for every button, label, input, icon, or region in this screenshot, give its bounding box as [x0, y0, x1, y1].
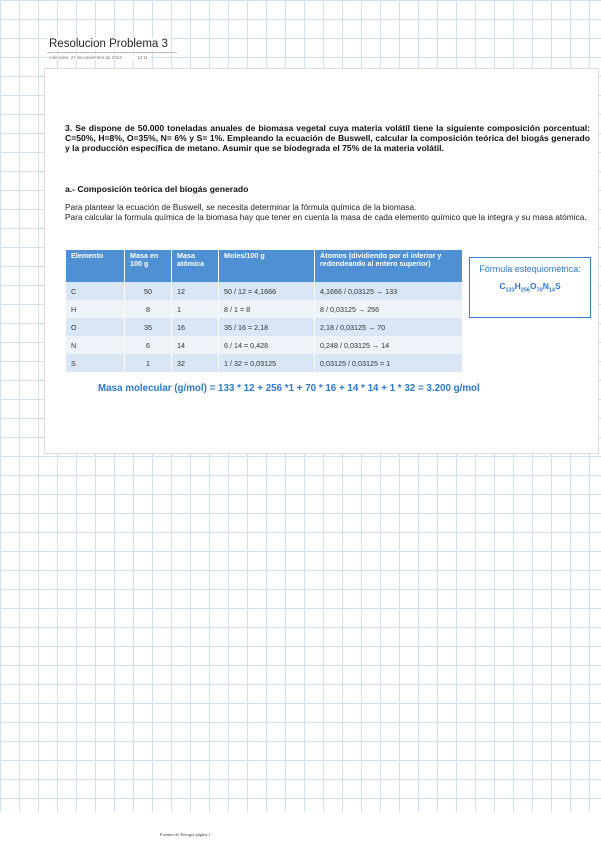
page-title: Resolucion Problema 3: [49, 38, 168, 50]
section-a-paragraph-1: Para plantear la ecuación de Buswell, se necesita determinar la fórmula química de la biomasa.: [65, 202, 417, 212]
formula-element: H: [514, 281, 521, 291]
formula-subscript: 14: [548, 287, 555, 294]
cell-atomic-mass: 12: [172, 282, 219, 300]
molar-mass-equation: Masa molecular (g/mol) = 133 * 12 + 256 *1 + 70 * 16 + 14 * 14 + 1 * 32 = 3.200 g/mol: [98, 383, 480, 394]
cell-atoms: 2,18 / 0,03125 → 70: [315, 318, 463, 336]
cell-moles: 35 / 16 = 2,18: [219, 318, 315, 336]
cell-mass: 8: [125, 300, 172, 318]
table-row: [66, 318, 463, 336]
cell-element: C: [66, 282, 125, 300]
header-masa: Masa en 100 g: [125, 250, 172, 282]
header-elemento: Elemento: [66, 250, 125, 282]
problem-statement: 3. Se dispone de 50.000 toneladas anuales de biomasa vegetal cuya materia volátil tiene la siguiente composición porcentual: C=50%, H=8%, O=35%, N= 6% y S= 1%. Empleando la ecuación de Buswell, calcular la composición teórica del biogás generado y la producción específica de metano. Asumir que se biodegrada el 75% de la materia volátil.: [65, 123, 590, 154]
composition-table: [66, 250, 463, 372]
page-time: 12:11: [137, 55, 148, 60]
header-atomos: Átomos (dividiendo por el inferior y redondeando al entero superior): [315, 250, 463, 282]
cell-moles: 1 / 32 = 0,03125: [219, 354, 315, 372]
cell-atomic-mass: 14: [172, 336, 219, 354]
cell-moles: 8 / 1 = 8: [219, 300, 315, 318]
cell-element: H: [66, 300, 125, 318]
formula-box: [469, 257, 591, 318]
formula-subscript: 133: [505, 287, 515, 294]
section-a-paragraph-2: Para calcular la formula química de la biomasa hay que tener en cuenta la masa de cada elemento químico que la integra y su masa atómica.: [65, 212, 587, 222]
section-a-heading: a.- Composición teórica del biogás generado: [65, 184, 249, 194]
table-row: [66, 336, 463, 354]
table-header-row: [66, 250, 463, 282]
page-footer: Fuentes de Energía página 1: [160, 832, 211, 837]
formula-subscript: 256: [520, 287, 530, 294]
cell-mass: 1: [125, 354, 172, 372]
cell-atoms: 8 / 0,03125 → 256: [315, 300, 463, 318]
cell-atomic-mass: 32: [172, 354, 219, 372]
cell-atomic-mass: 16: [172, 318, 219, 336]
cell-atoms: 4,1666 / 0,03125 → 133: [315, 282, 463, 300]
table-row: [66, 282, 463, 300]
cell-moles: 6 / 14 = 0,428: [219, 336, 315, 354]
formula-subscript: 70: [536, 287, 543, 294]
title-underline: [47, 52, 177, 53]
page-date: miércoles, 27 de noviembre de 2024: [49, 55, 122, 60]
header-masa-atomica: Masa atómica: [172, 250, 219, 282]
header-moles: Moles/100 g: [219, 250, 315, 282]
cell-atoms: 0,248 / 0,03125 → 14: [315, 336, 463, 354]
cell-atoms: 0,03125 / 0,03125 = 1: [315, 354, 463, 372]
cell-mass: 6: [125, 336, 172, 354]
stoichiometric-formula: [470, 281, 590, 294]
cell-element: O: [66, 318, 125, 336]
table-row: [66, 300, 463, 318]
table-row: [66, 354, 463, 372]
page-timestamp: [47, 55, 150, 60]
cell-element: N: [66, 336, 125, 354]
formula-element: O: [529, 281, 537, 291]
cell-element: S: [66, 354, 125, 372]
formula-element: S: [555, 281, 561, 291]
formula-element: C: [499, 281, 506, 291]
cell-atomic-mass: 1: [172, 300, 219, 318]
formula-label: Fórmula estequiométrica:: [479, 264, 581, 274]
cell-mass: 50: [125, 282, 172, 300]
formula-element: N: [542, 281, 549, 291]
cell-moles: 50 / 12 = 4,1666: [219, 282, 315, 300]
cell-mass: 35: [125, 318, 172, 336]
